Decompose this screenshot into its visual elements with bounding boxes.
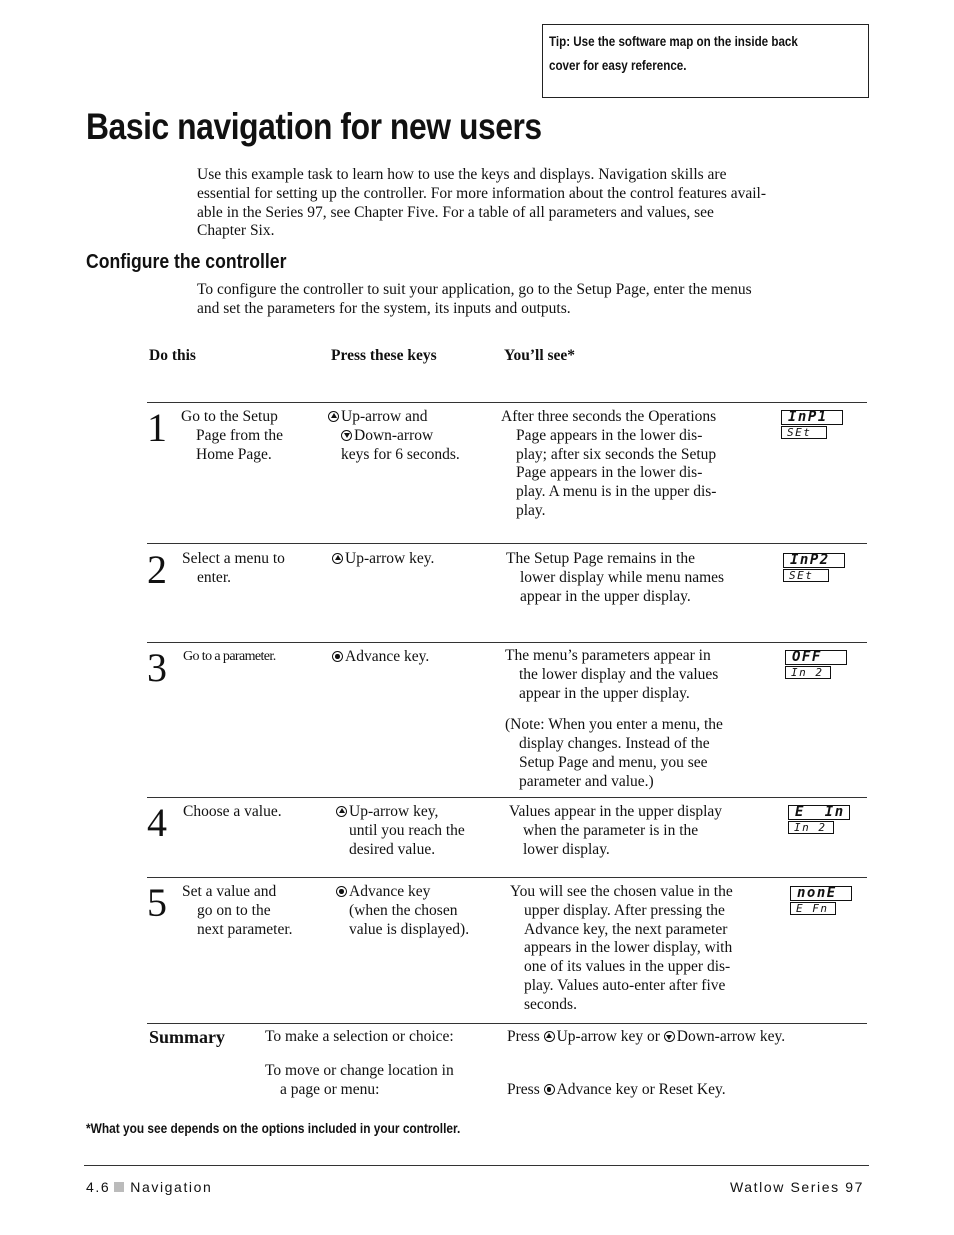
note-line: display changes. Instead of the bbox=[519, 735, 710, 753]
footer-left bbox=[86, 1179, 212, 1195]
step-instruction bbox=[183, 648, 323, 667]
key-text: Up-arrow and bbox=[341, 408, 428, 425]
step-instruction-line: Page from the bbox=[196, 426, 283, 444]
section-heading: Configure the controller bbox=[86, 251, 287, 273]
result-line: After three seconds the Operations bbox=[501, 408, 717, 425]
summary-row-2-line: a page or menu: bbox=[280, 1080, 380, 1098]
step-number: 5 bbox=[147, 880, 167, 925]
step-instruction bbox=[183, 803, 323, 822]
step-instruction-line: go on to the bbox=[197, 901, 271, 919]
display-lower: In 2 bbox=[788, 821, 834, 834]
intro-line: essential for setting up the controller. For more information about the control features avail- bbox=[197, 184, 767, 202]
column-header-do-this: Do this bbox=[149, 347, 196, 364]
controller-display bbox=[783, 553, 845, 582]
key-text: desired value. bbox=[349, 840, 436, 858]
summary-row-2-action bbox=[507, 1081, 726, 1100]
display-lower: SEt bbox=[783, 569, 829, 582]
result-line: play. A menu is in the upper dis- bbox=[516, 483, 717, 501]
key-text: Up-arrow key. bbox=[345, 550, 435, 567]
footnote: *What you see depends on the options included in your controller. bbox=[86, 1121, 461, 1136]
section-line: and set the parameters for the system, its inputs and outputs. bbox=[197, 299, 571, 317]
result-line: play. bbox=[516, 501, 546, 519]
step-keys bbox=[336, 803, 506, 859]
step-number: 3 bbox=[147, 645, 167, 690]
table-rule bbox=[147, 1023, 867, 1024]
step-instruction-line: Choose a value. bbox=[183, 803, 282, 820]
section-paragraph bbox=[197, 281, 877, 319]
summary-down-text: Down-arrow key. bbox=[676, 1028, 786, 1045]
step-instruction bbox=[181, 408, 321, 464]
summary-row-2-line: To move or change location in bbox=[265, 1062, 454, 1079]
step-result bbox=[509, 803, 779, 859]
summary-row-1-action bbox=[507, 1028, 785, 1047]
key-text: Up-arrow key, bbox=[349, 803, 439, 820]
result-line: the lower display and the values bbox=[519, 665, 719, 683]
step-instruction-line: Go to a parameter. bbox=[183, 649, 276, 664]
step-keys bbox=[336, 883, 506, 939]
footer-product: Watlow Series 97 bbox=[729, 1179, 864, 1195]
tip-line-1: Tip: Use the software map on the inside back bbox=[549, 34, 798, 49]
display-lower: SEt bbox=[781, 426, 827, 439]
result-line: play. Values auto-enter after five bbox=[524, 976, 726, 994]
summary-row-1-text: To make a selection or choice: bbox=[265, 1028, 454, 1045]
display-upper: E In bbox=[788, 805, 850, 820]
result-line: lower display while menu names bbox=[520, 568, 725, 586]
result-line: one of its values in the upper dis- bbox=[524, 958, 731, 976]
display-upper: nonE bbox=[790, 886, 852, 901]
table-rule bbox=[147, 877, 867, 878]
table-rule bbox=[147, 402, 867, 403]
page-title: Basic navigation for new users bbox=[86, 106, 542, 147]
step-instruction-line: enter. bbox=[197, 568, 231, 586]
intro-line: Use this example task to learn how to use the keys and displays. Navigation skills are bbox=[197, 166, 727, 183]
display-lower: In 2 bbox=[785, 666, 831, 679]
down-arrow-key-icon bbox=[341, 430, 352, 441]
up-arrow-key-icon bbox=[332, 553, 343, 564]
controller-display bbox=[785, 650, 847, 679]
summary-row-2-text bbox=[265, 1062, 454, 1100]
summary-up-text: Up-arrow key or bbox=[556, 1028, 664, 1045]
note-line: parameter and value.) bbox=[519, 772, 654, 790]
result-line: appear in the upper display. bbox=[520, 587, 691, 605]
up-arrow-key-icon bbox=[336, 806, 347, 817]
step-number: 2 bbox=[147, 547, 167, 592]
display-upper: InP1 bbox=[781, 410, 843, 425]
result-line: seconds. bbox=[524, 995, 577, 1013]
step-result bbox=[505, 647, 775, 792]
result-line: when the parameter is in the bbox=[523, 821, 699, 839]
summary-adv-text: Advance key or Reset Key. bbox=[556, 1081, 726, 1098]
display-lower: E Fn bbox=[790, 902, 836, 915]
result-line: The menu’s parameters appear in bbox=[505, 647, 711, 664]
step-number: 4 bbox=[147, 800, 167, 845]
advance-key-icon bbox=[336, 886, 347, 897]
step-result bbox=[510, 883, 780, 1015]
key-text: Advance key bbox=[349, 883, 431, 900]
result-line: appears in the lower display, with bbox=[524, 939, 733, 957]
column-header-press-keys: Press these keys bbox=[331, 347, 437, 364]
column-header-youll-see: You’ll see* bbox=[504, 347, 576, 364]
note-line: (Note: When you enter a menu, the bbox=[505, 716, 723, 734]
note-line: Setup Page and menu, you see bbox=[519, 753, 708, 771]
key-text: Advance key. bbox=[345, 648, 430, 665]
step-keys bbox=[328, 408, 498, 464]
result-line: appear in the upper display. bbox=[519, 684, 690, 702]
step-number: 1 bbox=[147, 405, 167, 450]
step-result bbox=[501, 408, 771, 521]
advance-key-icon bbox=[332, 651, 343, 662]
step-keys bbox=[332, 648, 502, 667]
result-line: Advance key, the next parameter bbox=[524, 920, 728, 938]
key-text: Down-arrow bbox=[354, 426, 434, 444]
result-line: Page appears in the lower dis- bbox=[516, 464, 703, 482]
step-instruction-line: next parameter. bbox=[197, 920, 293, 938]
result-line: The Setup Page remains in the bbox=[506, 550, 695, 567]
key-text: (when the chosen bbox=[349, 901, 458, 919]
down-arrow-key-icon bbox=[664, 1031, 675, 1042]
tip-box bbox=[542, 24, 869, 98]
tip-line-2: cover for easy reference. bbox=[549, 58, 687, 73]
result-line: upper display. After pressing the bbox=[524, 901, 725, 919]
result-line: You will see the chosen value in the bbox=[510, 883, 733, 900]
summary-press: Press bbox=[507, 1028, 544, 1045]
section-line: To configure the controller to suit your application, go to the Setup Page, enter the menus bbox=[197, 281, 752, 298]
footer-section: Navigation bbox=[130, 1179, 213, 1195]
result-line: lower display. bbox=[523, 840, 610, 858]
footer-rule bbox=[84, 1165, 869, 1166]
step-instruction-line: Home Page. bbox=[196, 445, 272, 463]
advance-key-icon bbox=[544, 1084, 555, 1095]
result-line: Values appear in the upper display bbox=[509, 803, 723, 820]
key-text: keys for 6 seconds. bbox=[341, 445, 460, 463]
step-result bbox=[506, 550, 776, 606]
display-upper: OFF bbox=[785, 650, 847, 665]
step-instruction-line: Set a value and bbox=[182, 883, 277, 900]
step-instruction-line: Go to the Setup bbox=[181, 408, 278, 425]
summary-press: Press bbox=[507, 1081, 544, 1098]
intro-line: able in the Series 97, see Chapter Five. For a table of all parameters and values, see bbox=[197, 203, 714, 221]
result-line: play; after six seconds the Setup bbox=[516, 445, 717, 463]
page-number: 4.6 bbox=[86, 1179, 111, 1195]
result-line: Page appears in the lower dis- bbox=[516, 426, 703, 444]
step-instruction bbox=[182, 883, 332, 939]
summary-label: Summary bbox=[149, 1027, 225, 1047]
up-arrow-key-icon bbox=[328, 411, 339, 422]
table-rule bbox=[147, 797, 867, 798]
step-keys bbox=[332, 550, 502, 569]
table-rule bbox=[147, 543, 867, 544]
intro-paragraph bbox=[197, 166, 877, 241]
table-rule bbox=[147, 642, 867, 643]
intro-line: Chapter Six. bbox=[197, 222, 275, 240]
controller-display bbox=[781, 410, 843, 439]
step-instruction bbox=[182, 550, 322, 588]
up-arrow-key-icon bbox=[544, 1031, 555, 1042]
key-text: until you reach the bbox=[349, 821, 465, 839]
key-text: value is displayed). bbox=[349, 920, 470, 938]
square-bullet-icon bbox=[114, 1182, 124, 1192]
step-instruction-line: Select a menu to bbox=[182, 550, 285, 567]
controller-display bbox=[790, 886, 852, 915]
display-upper: InP2 bbox=[783, 553, 845, 568]
controller-display bbox=[788, 805, 850, 834]
